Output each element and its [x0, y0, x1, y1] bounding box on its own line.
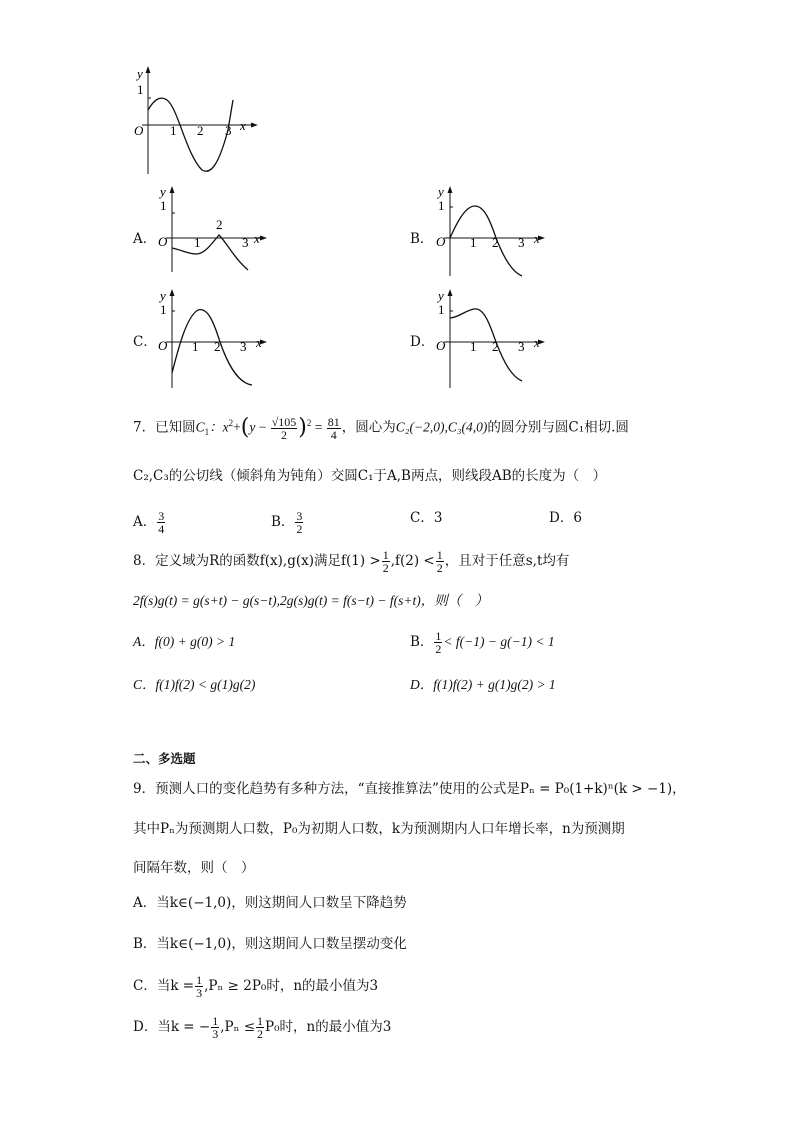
- q7-option-a[interactable]: [133, 510, 166, 535]
- c-y-label: y: [160, 288, 166, 303]
- d-tick-3: 3: [518, 339, 525, 354]
- d-x-label: x: [534, 335, 540, 350]
- q8-line1-b: ,f(2) <: [390, 553, 435, 569]
- q9-line2: 其中Pₙ为预测期人口数，P₀为初期人口数，k为预测期内人口年增长率，n为预测期: [133, 821, 625, 837]
- b-x-label: x: [534, 231, 540, 246]
- q8-line1: [133, 549, 569, 574]
- q9-option-d-rest: P₀时，n的最小值为3: [265, 1019, 392, 1035]
- q9-line3: 间隔年数，则（ ）: [133, 860, 255, 876]
- graph-option-b-letter[interactable]: B．: [410, 231, 434, 247]
- q7-mid: ，圆心为: [341, 419, 396, 436]
- d-origin: O: [436, 338, 446, 353]
- b-tick-2: 2: [492, 235, 499, 250]
- q9-c-den: 3: [196, 986, 203, 1000]
- q7-eq-lead: ：x: [209, 419, 229, 435]
- main-x-label: x: [240, 118, 246, 133]
- b-tick-3: 3: [518, 235, 525, 250]
- q9-option-a[interactable]: A．当k∈(−1,0)，则这期间人口数呈下降趋势: [133, 895, 407, 911]
- q9-option-c-label: C．当k =: [133, 978, 195, 994]
- d-y-label: y: [438, 288, 444, 303]
- b-tick-1: 1: [470, 235, 477, 250]
- q9-option-d[interactable]: [133, 1015, 391, 1040]
- main-tick-1y: 1: [137, 82, 144, 97]
- a-x-label: x: [254, 231, 260, 246]
- section-heading-multiple-choice: 二、多选题: [133, 751, 196, 766]
- q7-option-b[interactable]: [271, 510, 304, 535]
- c-tick-1: 1: [192, 339, 199, 354]
- q9-line1: 9．预测人口的变化趋势有多种方法，“直接推算法”使用的公式是Pₙ = P₀(1+k)ⁿ(k > −1)，: [133, 781, 686, 797]
- a-y-label: y: [160, 184, 166, 199]
- q7-line1: 7．已知圆$C_1$：$x^2+(y$ − $\frac{√105}{2}$ )$^2$ = $\frac{81}{4}$ ，圆心为C₂(−2,0),C₃(4,0)的圆分别与圆C₁相切.圆: [133, 414, 629, 442]
- q8-option-b-rest: < f(−1) − g(−1) < 1: [443, 634, 555, 649]
- q7-line1-end: 的圆分别与圆C₁相切.圆: [487, 419, 629, 436]
- q8-option-b[interactable]: [410, 630, 555, 655]
- b-y-label: y: [438, 184, 444, 199]
- c-tick-3: 3: [240, 339, 247, 354]
- q9-d-num2: 1: [257, 1014, 264, 1028]
- q8-option-d[interactable]: D．f(1)f(2) + g(1)g(2) > 1: [410, 677, 556, 692]
- main-tick-1: 1: [170, 123, 177, 138]
- q7-b-num: 3: [296, 509, 303, 523]
- q7-circle-name: C: [195, 419, 205, 435]
- q7-prefix: 7．已知圆: [133, 419, 196, 436]
- graph-option-a[interactable]: [152, 180, 270, 275]
- b-origin: O: [436, 234, 446, 249]
- q7-a-num: 3: [158, 509, 165, 523]
- c-tick-2: 2: [214, 339, 221, 354]
- q7-frac-den: 2: [281, 427, 287, 442]
- main-y-label: y: [137, 66, 143, 81]
- main-tick-3: 3: [225, 123, 232, 138]
- q7-option-d[interactable]: D．6: [549, 510, 582, 526]
- d-tick-1: 1: [470, 339, 477, 354]
- q8-half-den-1: 2: [382, 561, 389, 575]
- q7-option-c[interactable]: C．3: [410, 510, 443, 526]
- main-tick-2: 2: [197, 123, 204, 138]
- q8-option-c[interactable]: C．f(1)f(2) < g(1)g(2): [133, 677, 256, 692]
- q7-line2: C₂,C₃的公切线（倾斜角为钝角）交圆C₁于A,B两点，则线段AB的长度为（ ）: [133, 468, 607, 484]
- a-peak-label: 2: [216, 217, 223, 232]
- a-origin: O: [158, 234, 168, 249]
- q9-option-b[interactable]: B．当k∈(−1,0)，则这期间人口数呈摆动变化: [133, 936, 407, 952]
- d-tick-1y: 1: [438, 302, 445, 317]
- q7-b-den: 2: [296, 522, 303, 536]
- main-origin: O: [134, 123, 144, 138]
- q9-d-den: 3: [212, 1027, 219, 1041]
- q9-option-c-rest: ,Pₙ ≥ 2P₀时，n的最小值为3: [204, 978, 379, 994]
- q9-d-den2: 2: [257, 1027, 264, 1041]
- q8-line1-c: ，且对于任意s,t均有: [444, 553, 570, 569]
- d-tick-2: 2: [492, 339, 499, 354]
- q8-b-num: 1: [435, 629, 442, 643]
- graph-option-d[interactable]: [430, 285, 550, 390]
- q7-a-den: 4: [158, 522, 165, 536]
- q9-option-d-mid: ,Pₙ ≤: [220, 1019, 256, 1035]
- a-tick-1y: 1: [160, 198, 167, 213]
- q9-option-c[interactable]: [133, 974, 378, 999]
- q7-centers: C₂(−2,0),C₃(4,0): [395, 419, 488, 435]
- b-tick-1y: 1: [438, 198, 445, 213]
- q9-d-num: 1: [212, 1014, 219, 1028]
- q8-option-b-label: B．: [410, 634, 434, 650]
- c-origin: O: [158, 338, 168, 353]
- q8-line1-a: 8．定义域为R的函数f(x),g(x)满足f(1) >: [133, 553, 381, 569]
- graph-option-d-letter[interactable]: D．: [410, 334, 435, 350]
- c-x-label: x: [256, 335, 262, 350]
- q8-half-num-1: 1: [382, 548, 389, 562]
- q8-half-den-2: 2: [436, 561, 443, 575]
- q9-c-num: 1: [196, 973, 203, 987]
- q8-line2: 2f(s)g(t) = g(s+t) − g(s−t),2g(s)g(t) = f(s−t) − f(s+t)，则（ ）: [133, 593, 489, 608]
- q7-option-a-label: A．: [133, 514, 157, 530]
- q9-option-d-label: D．当k = −: [133, 1019, 211, 1035]
- graph-option-c[interactable]: [152, 285, 270, 390]
- c-tick-1y: 1: [160, 302, 167, 317]
- a-tick-3: 3: [242, 235, 249, 250]
- q7-rhs-num: 81: [327, 414, 340, 429]
- graph-option-a-letter[interactable]: A．: [133, 231, 157, 247]
- main-graph: [120, 62, 260, 180]
- q7-circle-sub: 1: [204, 427, 210, 438]
- q7-rhs-den: 4: [330, 427, 337, 442]
- q8-b-den: 2: [435, 642, 442, 656]
- q8-option-a[interactable]: A．f(0) + g(0) > 1: [133, 634, 236, 649]
- graph-option-c-letter[interactable]: C．: [133, 334, 157, 350]
- a-tick-1: 1: [194, 235, 201, 250]
- q8-half-num-2: 1: [436, 548, 443, 562]
- q7-sqrt-num: √105: [271, 414, 297, 429]
- graph-option-b[interactable]: [430, 180, 550, 280]
- q7-option-b-label: B．: [271, 514, 295, 530]
